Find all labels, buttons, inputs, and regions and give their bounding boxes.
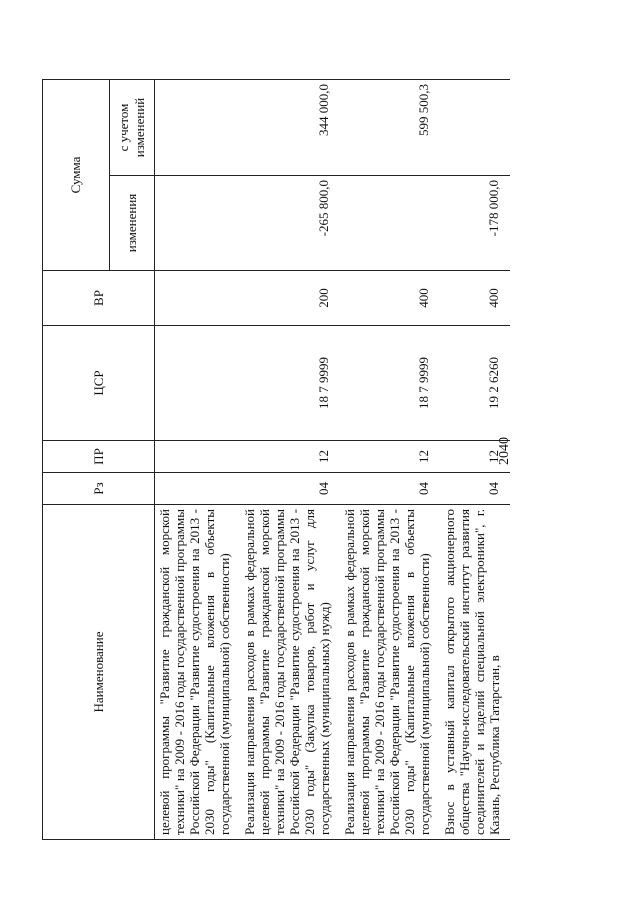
table-row bbox=[155, 80, 241, 840]
page-number: 2040 bbox=[497, 437, 512, 465]
header-with-changes: с учетом изменений bbox=[110, 80, 155, 176]
cell-csr: 18 7 9999 bbox=[240, 326, 340, 441]
cell-total bbox=[440, 80, 510, 176]
cell-vr: 400 bbox=[440, 271, 510, 326]
cell-name: Реализация направления расходов в рамках федеральной целевой программы "Развитие гражданской морской техники" на 2009 - 2016 годы государственной программы Российской Федерации "Развитие судостроения на 2013 - 2030 годы" (Капитальные вложения в объекты государственной (муниципальной) собственности) bbox=[340, 505, 440, 840]
table-row bbox=[240, 80, 340, 840]
cell-csr: 19 2 6260 bbox=[440, 326, 510, 441]
cell-vr bbox=[155, 271, 241, 326]
cell-vr: 200 bbox=[240, 271, 340, 326]
cell-name: Взнос в уставный капитал открытого акционерного общества "Научно-исследовательский институт развития соединителей и изделий специальной электроники", г. Казань, Республика Татарстан, в bbox=[440, 505, 510, 840]
cell-csr bbox=[155, 326, 241, 441]
header-vr: ВР bbox=[43, 271, 155, 326]
cell-name: Реализация направления расходов в рамках федеральной целевой программы "Развитие гражданской морской техники" на 2009 - 2016 годы государственной программы Российской Федерации "Развитие судостроения на 2013 - 2030 годы" (Закупка товаров, работ и услуг для государственных (муниципальных) нужд) bbox=[240, 505, 340, 840]
cell-pr: 12 bbox=[440, 441, 510, 473]
header-sum: Сумма bbox=[43, 80, 110, 271]
header-name: Наименование bbox=[43, 505, 155, 840]
cell-change bbox=[340, 176, 440, 271]
cell-total: 599 500,3 bbox=[340, 80, 440, 176]
cell-rz bbox=[155, 473, 241, 505]
cell-change bbox=[155, 176, 241, 271]
cell-pr: 12 bbox=[340, 441, 440, 473]
cell-vr: 400 bbox=[340, 271, 440, 326]
cell-name: целевой программы "Развитие гражданской морской техники" на 2009 - 2016 годы государственной программы Российской Федерации "Развитие судостроения на 2013 - 2030 годы" (Капитальные вложения в объекты государственной (муниципальной) собственности) bbox=[155, 505, 241, 840]
cell-csr: 18 7 9999 bbox=[340, 326, 440, 441]
budget-table bbox=[42, 79, 510, 840]
cell-rz: 04 bbox=[340, 473, 440, 505]
table-row bbox=[340, 80, 440, 840]
header-change: изменения bbox=[110, 176, 155, 271]
cell-change: -265 800,0 bbox=[240, 176, 340, 271]
cell-pr bbox=[155, 441, 241, 473]
cell-total bbox=[155, 80, 241, 176]
rotated-page bbox=[42, 80, 602, 840]
header-row-1 bbox=[43, 80, 110, 840]
header-rz: Рз bbox=[43, 473, 155, 505]
cell-change: -178 000,0 bbox=[440, 176, 510, 271]
header-csr: ЦСР bbox=[43, 326, 155, 441]
header-pr: ПР bbox=[43, 441, 155, 473]
cell-rz: 04 bbox=[440, 473, 510, 505]
cell-rz: 04 bbox=[240, 473, 340, 505]
cell-total: 344 000,0 bbox=[240, 80, 340, 176]
cell-pr: 12 bbox=[240, 441, 340, 473]
